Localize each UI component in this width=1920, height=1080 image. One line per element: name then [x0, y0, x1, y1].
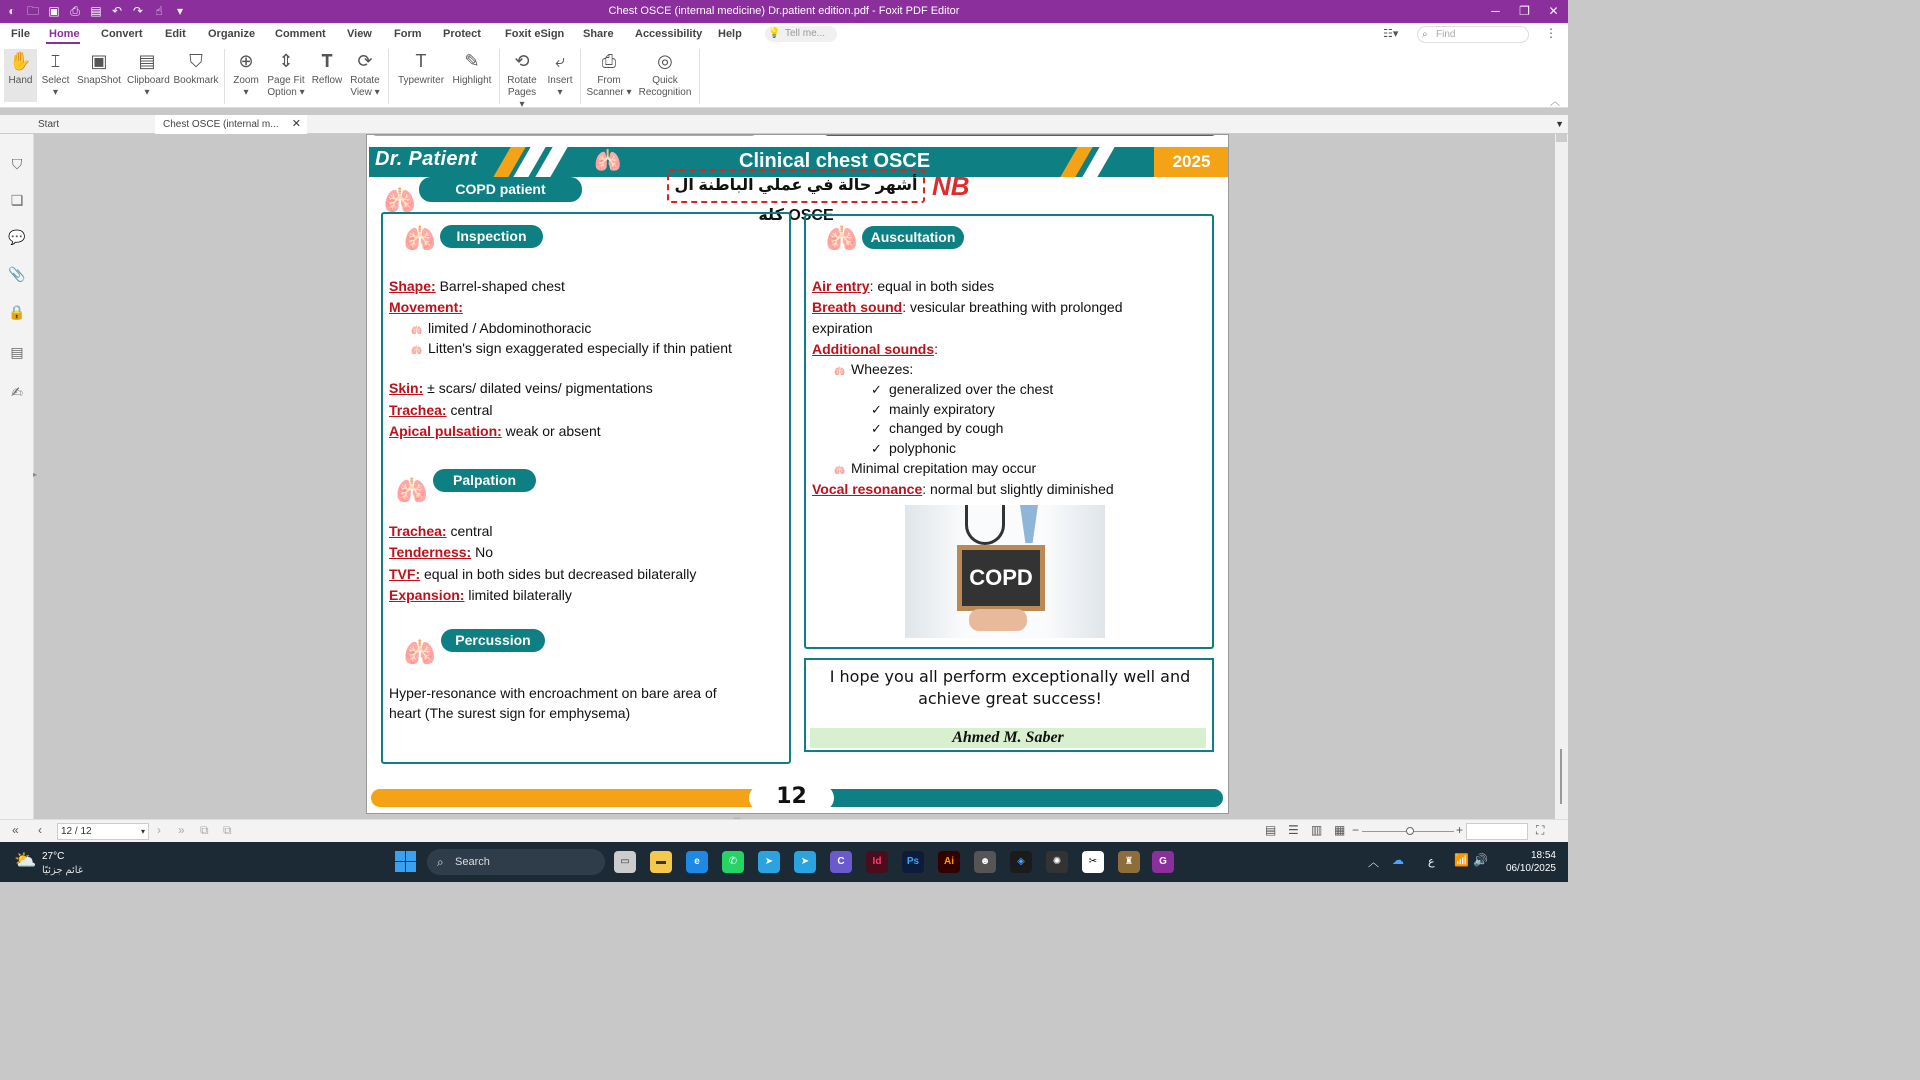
menu-accessibility[interactable]: Accessibility	[635, 28, 703, 40]
checkmark-icon: ✓	[871, 421, 882, 436]
window-controls	[1481, 0, 1568, 23]
task-view-icon[interactable]: ▭	[614, 851, 636, 873]
list-item	[871, 401, 995, 418]
page-fit-label: Page Fit	[267, 75, 305, 86]
doctor-copd-photo	[905, 505, 1105, 638]
game-icon[interactable]: ☻	[974, 851, 996, 873]
photoshop-icon[interactable]: Ps	[902, 851, 924, 873]
select-dropdown: ▾	[52, 87, 59, 98]
page-fit-button[interactable]	[266, 49, 306, 99]
clock-time: 18:54	[1530, 850, 1556, 861]
palp-trachea-line	[389, 523, 493, 539]
air-entry-label: Air entry	[812, 278, 870, 294]
lungs-bullet-icon: 🫁	[834, 465, 846, 475]
apical-label: Apical pulsation:	[389, 423, 502, 439]
hand-tool-icon[interactable]: ☝	[155, 4, 163, 18]
more-options-icon[interactable]: ⋮	[1545, 26, 1557, 40]
indesign-icon[interactable]: Id	[866, 851, 888, 873]
zoom-slider[interactable]	[1362, 831, 1454, 832]
skin-label: Skin:	[389, 380, 424, 396]
tab-document[interactable]	[155, 115, 307, 134]
page-fit-label2: Option ▾	[267, 87, 305, 98]
minimize-icon[interactable]: ─	[1491, 4, 1500, 18]
security-panel-icon[interactable]: 🔒	[8, 304, 26, 320]
continuous-view-icon[interactable]: ☰	[1288, 823, 1299, 837]
palp-trachea-label: Trachea:	[389, 523, 447, 539]
fullscreen-icon[interactable]: ⛶	[1536, 823, 1545, 837]
clipboard-label: Clipboard	[127, 75, 170, 86]
list-item	[829, 460, 1036, 476]
additional-sounds-colon: :	[934, 341, 938, 357]
select-button[interactable]	[40, 49, 71, 99]
insert-icon: ⤶	[554, 51, 566, 71]
menu-organize[interactable]: Organize	[208, 28, 256, 40]
window-title: Chest OSCE (internal medicine) Dr.patient edition.pdf - Foxit PDF Editor	[608, 5, 960, 17]
find-input[interactable]	[1417, 26, 1529, 43]
document-viewport[interactable]	[43, 134, 1555, 819]
foxit-taskbar-icon[interactable]: G	[1152, 851, 1174, 873]
menu-help[interactable]: Help	[718, 28, 742, 40]
hand-button[interactable]	[4, 49, 37, 102]
zoom-dropdown: ▾	[243, 87, 249, 98]
redo-icon[interactable]: ↷	[132, 4, 144, 18]
reflow-label: Reflow	[311, 75, 343, 86]
trachea-label: Trachea:	[389, 402, 447, 418]
attachments-panel-icon[interactable]: 📎	[8, 266, 26, 282]
clipboard-button[interactable]	[127, 49, 170, 99]
start-button[interactable]	[395, 851, 417, 873]
taskbar-search[interactable]	[427, 849, 605, 875]
pdf-page	[366, 134, 1229, 814]
expansion-label: Expansion:	[389, 587, 465, 603]
customize-icon[interactable]: ▾	[176, 4, 184, 18]
restore-icon[interactable]: ❐	[1519, 4, 1530, 18]
skin-value: ± scars/ dilated veins/ pigmentations	[423, 380, 653, 396]
quote-text: I hope you all perform exceptionally well and achieve great success!	[829, 667, 1191, 708]
shape-label: Shape:	[389, 278, 436, 294]
telegram-icon[interactable]: ➤	[758, 851, 780, 873]
windows-logo-icon	[406, 862, 416, 872]
view-switch-icon[interactable]: ☷▾	[1383, 28, 1399, 40]
breath-sound-cont: expiration	[812, 320, 873, 336]
save-icon[interactable]: ▣	[48, 4, 60, 18]
telegram-desktop-icon[interactable]: ➤	[794, 851, 816, 873]
volume-icon[interactable]: 🔊	[1473, 853, 1488, 867]
percussion-text: Hyper-resonance with encroachment on bare area of	[389, 685, 717, 701]
tell-me-box[interactable]	[765, 26, 837, 42]
tab-document-label: Chest OSCE (internal m...	[163, 119, 279, 130]
typewriter-icon: T	[415, 51, 427, 71]
page-number-input[interactable]	[57, 823, 149, 840]
undo-icon[interactable]: ↶	[111, 4, 123, 18]
document-tab-bar	[0, 115, 1568, 134]
zoom-in-icon[interactable]: +	[1456, 823, 1464, 837]
menu-protect[interactable]: Protect	[443, 28, 481, 40]
shape-line	[389, 278, 565, 294]
tvf-label: TVF:	[389, 566, 421, 582]
crepitation-text: Minimal crepitation may occur	[851, 460, 1037, 476]
menu-share[interactable]: Share	[583, 28, 614, 40]
breath-sound-label: Breath sound	[812, 299, 903, 315]
percussion-pill: Percussion	[441, 629, 545, 652]
menu-edit[interactable]: Edit	[165, 28, 186, 40]
zoom-button[interactable]	[230, 49, 262, 99]
edge-icon[interactable]: e	[686, 851, 708, 873]
menu-bar	[0, 23, 1568, 45]
vocal-resonance-label: Vocal resonance	[812, 481, 923, 497]
weather-temperature: 27°C	[42, 851, 65, 862]
additional-sounds-line	[812, 341, 938, 357]
app-icon[interactable]: ♜	[1118, 851, 1140, 873]
previous-page-icon[interactable]: ‹	[38, 823, 42, 837]
vocal-resonance-value: : normal but slightly diminished	[922, 481, 1114, 497]
nb-logo: NB	[932, 171, 970, 201]
apical-line	[389, 423, 601, 439]
reflow-icon: 𝐓	[321, 51, 333, 71]
openai-icon[interactable]: ✺	[1046, 851, 1068, 873]
lightbulb-icon: 💡	[768, 28, 781, 39]
bookmark-button[interactable]	[173, 49, 219, 87]
rotate-view-label2: View ▾	[350, 87, 380, 98]
movement-label: Movement:	[389, 299, 463, 315]
windows-logo-icon	[395, 851, 405, 861]
select-label: Select	[41, 75, 70, 86]
previous-view-icon[interactable]: ⧉	[200, 823, 209, 837]
scroll-up-button[interactable]	[1556, 134, 1567, 142]
quick-recognition-label2: Recognition	[638, 87, 692, 98]
previous-page-footer	[373, 134, 755, 136]
foxit-logo-icon: ◐	[8, 4, 16, 18]
pages-panel-icon[interactable]: ❏	[10, 192, 24, 208]
author-signature: Ahmed M. Saber	[810, 728, 1206, 748]
rotate-view-icon: ⟳	[357, 51, 373, 71]
menu-foxit-esign[interactable]: Foxit eSign	[505, 28, 565, 40]
chevron-down-icon[interactable]: ▾	[140, 827, 145, 836]
last-page-icon[interactable]: »	[178, 823, 185, 837]
lungs-icon: 🫁	[383, 185, 417, 215]
list-item	[406, 340, 732, 356]
banner-brand: Dr. Patient	[375, 148, 478, 170]
clipboard-icon: ▤	[138, 51, 156, 71]
page-fit-icon: ⇕	[278, 51, 294, 71]
insert-dropdown: ▾	[557, 87, 563, 98]
closing-quote-box	[804, 658, 1214, 752]
from-scanner-button[interactable]	[585, 49, 633, 99]
select-icon: 𝙸	[49, 51, 62, 71]
quick-recognition-button[interactable]	[636, 49, 694, 99]
air-entry-line	[812, 278, 994, 294]
windows-logo-icon	[395, 862, 405, 872]
snapshot-label: SnapShot	[77, 75, 121, 86]
layers-panel-icon[interactable]: ▤	[10, 344, 24, 360]
list-item	[871, 420, 1003, 437]
banner-year: 2025	[1154, 147, 1229, 177]
arabic-tagline: أشهر حالة في عملي الباطنة ال OSCE كله	[667, 169, 925, 203]
tvf-value: equal in both sides but decreased bilaterally	[420, 566, 697, 582]
bookmark-icon: ⛉	[189, 51, 203, 71]
open-icon[interactable]: 🗀	[26, 4, 39, 18]
page-number-value: 12 / 12	[61, 826, 92, 837]
ocr-icon: ◎	[657, 51, 673, 71]
rotate-pages-button[interactable]	[504, 49, 540, 111]
checkmark-icon: ✓	[871, 382, 882, 397]
collapse-ribbon-icon[interactable]: ︿	[1550, 97, 1560, 108]
first-page-icon[interactable]: «	[12, 823, 19, 837]
additional-sounds-label: Additional sounds	[812, 341, 935, 357]
page-footer	[371, 784, 1223, 809]
list-item	[871, 381, 1053, 398]
windows-logo-icon	[406, 851, 416, 861]
copd-chalkboard: COPD	[957, 545, 1045, 611]
lungs-bullet-icon: 🫁	[411, 325, 423, 335]
previous-page-footer	[825, 134, 1215, 136]
tell-me-placeholder: Tell me...	[785, 28, 826, 39]
next-page-icon[interactable]: ›	[157, 823, 161, 837]
title-bar	[0, 0, 1568, 23]
single-page-view-icon[interactable]: ▤	[1265, 823, 1277, 837]
print-icon[interactable]: ⎙	[70, 4, 80, 18]
doctor-hand	[969, 609, 1027, 631]
expansion-line	[389, 587, 572, 603]
rotate-view-button[interactable]	[347, 49, 383, 99]
find-placeholder: Find	[1436, 29, 1456, 40]
zoom-input[interactable]	[1466, 823, 1528, 840]
lungs-icon: 🫁	[825, 223, 859, 253]
from-scanner-label: From	[597, 75, 621, 86]
lungs-icon: 🫁	[403, 223, 437, 253]
chevron-up-icon[interactable]: ︿	[1368, 857, 1379, 869]
zoom-icon: ⊕	[238, 51, 254, 71]
navigation-panel	[0, 134, 34, 819]
lungs-icon: 🫁	[594, 148, 622, 173]
tenderness-label: Tenderness:	[389, 544, 472, 560]
hand-label: Hand	[8, 75, 33, 86]
list-item	[406, 320, 591, 336]
vertical-scrollbar[interactable]	[1555, 134, 1568, 819]
close-tab-icon[interactable]: ✕	[291, 118, 301, 130]
shape-value: Barrel-shaped chest	[435, 278, 565, 294]
search-icon: ⌕	[437, 855, 444, 869]
expansion-value: limited bilaterally	[464, 587, 572, 603]
menu-form[interactable]: Form	[394, 28, 422, 40]
ribbon-separator	[499, 49, 500, 104]
insert-button[interactable]	[545, 49, 575, 99]
breath-sound-value: : vesicular breathing with prolonged	[902, 299, 1123, 315]
air-entry-value: : equal in both sides	[869, 278, 995, 294]
wheeze-item: generalized over the chest	[889, 381, 1054, 397]
tab-list-chevron-icon[interactable]: ▼	[1555, 119, 1564, 129]
wheezes-label: Wheezes:	[851, 361, 914, 377]
continuous-facing-view-icon[interactable]: ▦	[1334, 823, 1346, 837]
lungs-icon: 🫁	[403, 637, 437, 667]
file-explorer-icon[interactable]: ▬	[650, 851, 672, 873]
case-title-pill: COPD patient	[419, 177, 582, 202]
bookmark-label: Bookmark	[173, 75, 219, 86]
tvf-line	[389, 566, 696, 582]
tenderness-line	[389, 544, 493, 560]
language-indicator[interactable]: ع	[1428, 856, 1435, 868]
zoom-slider-knob[interactable]	[1406, 827, 1414, 835]
scroll-thumb[interactable]	[1560, 749, 1562, 804]
tenderness-value: No	[471, 544, 494, 560]
ribbon-separator	[224, 49, 225, 104]
menu-view[interactable]: View	[347, 28, 372, 40]
active-menu-indicator	[46, 42, 80, 44]
scanner-icon: ⎙	[601, 51, 617, 71]
status-bar	[0, 819, 1568, 842]
trachea-value: central	[446, 402, 493, 418]
auscultation-pill: Auscultation	[862, 226, 964, 249]
wifi-icon[interactable]: 📶	[1454, 853, 1469, 867]
rotate-pages-label: Rotate	[507, 75, 537, 86]
zoom-out-icon[interactable]: −	[1352, 823, 1360, 837]
davinci-icon[interactable]: ◈	[1010, 851, 1032, 873]
clock-date: 06/10/2025	[1505, 863, 1556, 874]
copilot-icon[interactable]: C	[830, 851, 852, 873]
snapshot-button[interactable]	[76, 49, 122, 87]
onedrive-icon[interactable]: ☁	[1392, 853, 1404, 867]
reflow-button[interactable]	[310, 49, 344, 87]
tab-start[interactable]	[30, 115, 155, 134]
whatsapp-icon[interactable]: ✆	[722, 851, 744, 873]
percussion-text: heart (The surest sign for emphysema)	[389, 705, 631, 721]
typewriter-label: Typewriter	[397, 75, 445, 86]
rotate-view-label: Rotate	[350, 75, 380, 86]
inspection-pill: Inspection	[440, 225, 543, 248]
close-icon[interactable]: ✕	[1548, 4, 1559, 18]
ribbon-separator	[580, 49, 581, 104]
highlight-label: Highlight	[452, 75, 492, 86]
stethoscope-icon	[965, 505, 1005, 545]
lungs-bullet-icon: 🫁	[411, 345, 423, 355]
menu-file[interactable]: File	[11, 28, 30, 40]
movement-item: limited / Abdominothoracic	[428, 320, 592, 336]
breath-sound-line	[812, 299, 1122, 315]
ribbon-separator	[388, 49, 389, 104]
banner-title: Clinical chest OSCE	[739, 150, 931, 172]
new-icon[interactable]: ▤	[90, 4, 102, 18]
zoom-label: Zoom	[233, 75, 259, 86]
skin-line	[389, 380, 653, 396]
signature-panel-icon[interactable]: ✍	[11, 384, 23, 400]
checkmark-icon: ✓	[871, 441, 882, 456]
quick-recognition-label: Quick	[652, 75, 678, 86]
weather-icon: ⛅	[14, 850, 37, 870]
rotate-pages-label2: Pages ▾	[507, 87, 537, 110]
apical-value: weak or absent	[501, 423, 601, 439]
menu-convert[interactable]: Convert	[101, 28, 143, 40]
footer-teal-band	[826, 789, 1223, 807]
snapshot-icon: ▣	[90, 51, 108, 71]
highlight-button[interactable]	[450, 49, 494, 87]
search-icon: ⌕	[1422, 29, 1428, 40]
capcut-icon[interactable]: ✂	[1082, 851, 1104, 873]
ribbon-toolbar	[0, 45, 1568, 108]
movement-line	[389, 299, 463, 315]
footer-orange-band	[371, 789, 756, 807]
tab-start-label: Start	[38, 119, 60, 130]
clipboard-dropdown: ▾	[144, 87, 150, 98]
comments-panel-icon[interactable]: 💬	[8, 229, 26, 245]
palpation-pill: Palpation	[433, 469, 536, 492]
hand-icon: ✋	[9, 51, 32, 71]
facing-view-icon[interactable]: ▥	[1311, 823, 1323, 837]
taskbar-search-label: Search	[455, 856, 490, 868]
wheeze-item: changed by cough	[889, 420, 1004, 436]
system-clock[interactable]	[1500, 849, 1556, 875]
next-view-icon[interactable]: ⧉	[223, 823, 232, 837]
weather-condition: غائم جزئيًا	[42, 865, 84, 876]
checkmark-icon: ✓	[871, 402, 882, 417]
wheeze-item: mainly expiratory	[889, 401, 995, 417]
list-item	[829, 361, 913, 377]
menu-comment[interactable]: Comment	[275, 28, 326, 40]
bookmarks-panel-icon[interactable]: ⛉	[11, 156, 23, 172]
list-item	[871, 440, 956, 457]
typewriter-button[interactable]	[394, 49, 448, 87]
expand-panel-icon[interactable]: ▸	[33, 470, 38, 479]
insert-label: Insert	[547, 75, 573, 86]
ribbon-separator	[699, 49, 700, 104]
rotate-pages-icon: ⟲	[514, 51, 530, 71]
menu-home[interactable]: Home	[49, 28, 80, 40]
lungs-icon: 🫁	[395, 475, 429, 505]
page-number: 12	[776, 784, 807, 809]
highlight-icon: ✎	[464, 51, 480, 71]
movement-item: Litten's sign exaggerated especially if thin patient	[428, 340, 732, 356]
illustrator-icon[interactable]: Ai	[938, 851, 960, 873]
vocal-resonance-line	[812, 481, 1114, 497]
lungs-bullet-icon: 🫁	[834, 366, 846, 376]
trachea-line	[389, 402, 493, 418]
from-scanner-label2: Scanner ▾	[586, 87, 632, 98]
wheeze-item: polyphonic	[889, 440, 956, 456]
palp-trachea-value: central	[446, 523, 493, 539]
windows-taskbar	[0, 842, 1568, 882]
